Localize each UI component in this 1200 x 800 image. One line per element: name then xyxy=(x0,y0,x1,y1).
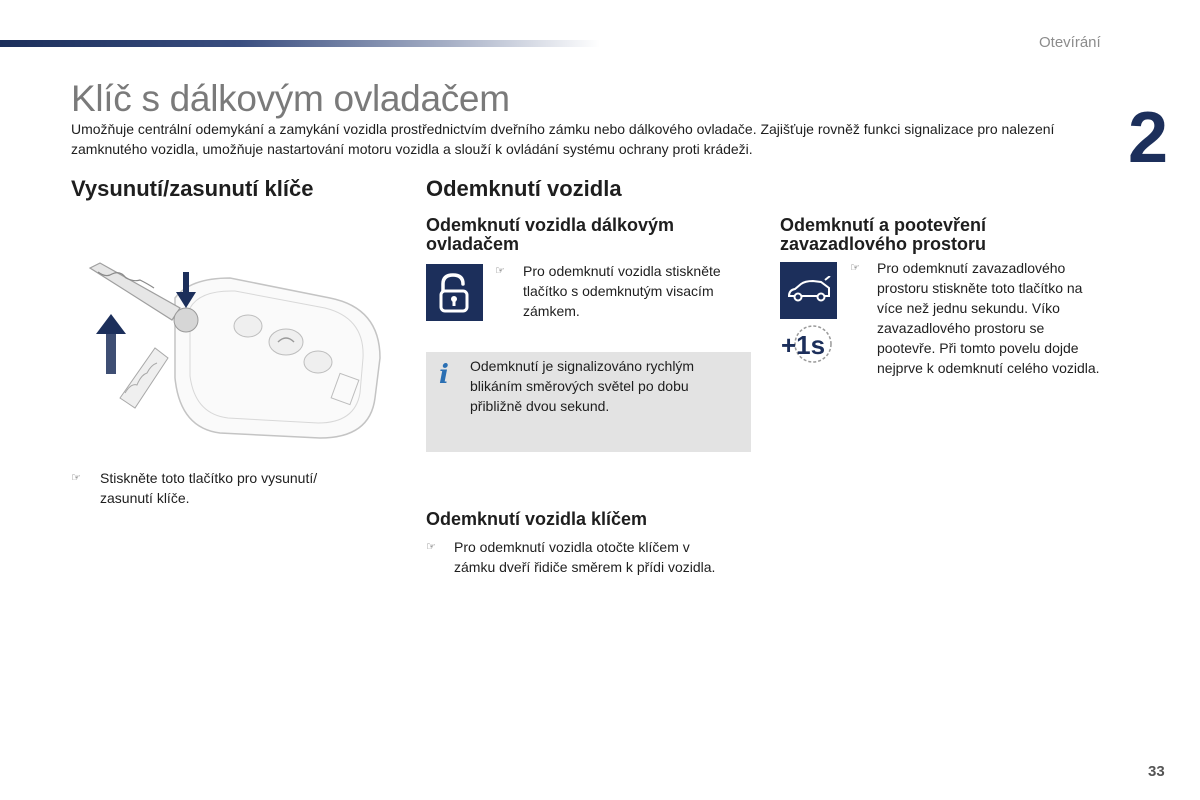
bullet-mark-icon: ☞ xyxy=(850,262,860,274)
page-number: 33 xyxy=(1148,763,1165,780)
heading-unlock-remote: Odemknutí vozidla dálkovým ovladačem xyxy=(426,215,675,254)
bullet-mark-icon: ☞ xyxy=(426,541,436,553)
heading-unlock: Odemknutí vozidla xyxy=(426,176,622,201)
bullet-mark-icon: ☞ xyxy=(495,265,505,277)
info-box xyxy=(426,352,751,452)
chapter-number: 2 xyxy=(1128,98,1169,178)
timer-icon xyxy=(779,322,835,366)
timer-label: +1s xyxy=(781,330,826,360)
bullet-unlock-remote xyxy=(495,261,745,321)
header-bar xyxy=(0,40,600,47)
info-icon: i xyxy=(439,360,449,390)
bullet-text: Pro odemknutí zavazadlového prostoru stiskněte toto tlačítko na více než jednu sekundu. Víko zavazadlového prostoru se pootevře. Při tomto povelu dojde nejprve k odemknutí celého vozidla. xyxy=(877,260,1100,376)
page-title: Klíč s dálkovým ovladačem xyxy=(71,78,510,119)
heading-unlock-trunk: Odemknutí a pootevření zavazadlového prostoru xyxy=(780,215,987,254)
intro-paragraph: Umožňuje centrální odemykání a zamykání vozidla prostřednictvím dveřního zámku nebo dálkového ovladače. Zajišťuje rovněž funkci signalizace pro nalezení zamknutého vozidla, umožňuje nastartování motoru vozidla a slouží k ovládání systému ochrany proti krádeži. xyxy=(71,121,1055,157)
heading-unlock-key: Odemknutí vozidla klíčem xyxy=(426,509,648,529)
section-name: Otevírání xyxy=(1039,34,1101,51)
bullet-key-extend xyxy=(71,468,371,508)
bullet-mark-icon: ☞ xyxy=(71,472,81,484)
bullet-unlock-trunk xyxy=(850,258,1100,378)
remote-key-illustration xyxy=(80,258,390,448)
bullet-text: Pro odemknutí vozidla otočte klíčem v zámku dveří řidiče směrem k přídi vozidla. xyxy=(454,539,716,575)
car-trunk-icon xyxy=(780,262,837,319)
heading-key-extend: Vysunutí/zasunutí klíče xyxy=(71,176,314,201)
bullet-text: Pro odemknutí vozidla stiskněte tlačítko s odemknutým visacím zámkem. xyxy=(523,263,721,319)
bullet-text: Stiskněte toto tlačítko pro vysunutí/ zasunutí klíče. xyxy=(100,470,318,506)
info-text: Odemknutí je signalizováno rychlým blikáním směrových světel po dobu přibližně dvou sekund. xyxy=(470,358,695,414)
padlock-open-icon xyxy=(426,264,483,321)
bullet-unlock-key xyxy=(426,537,726,577)
